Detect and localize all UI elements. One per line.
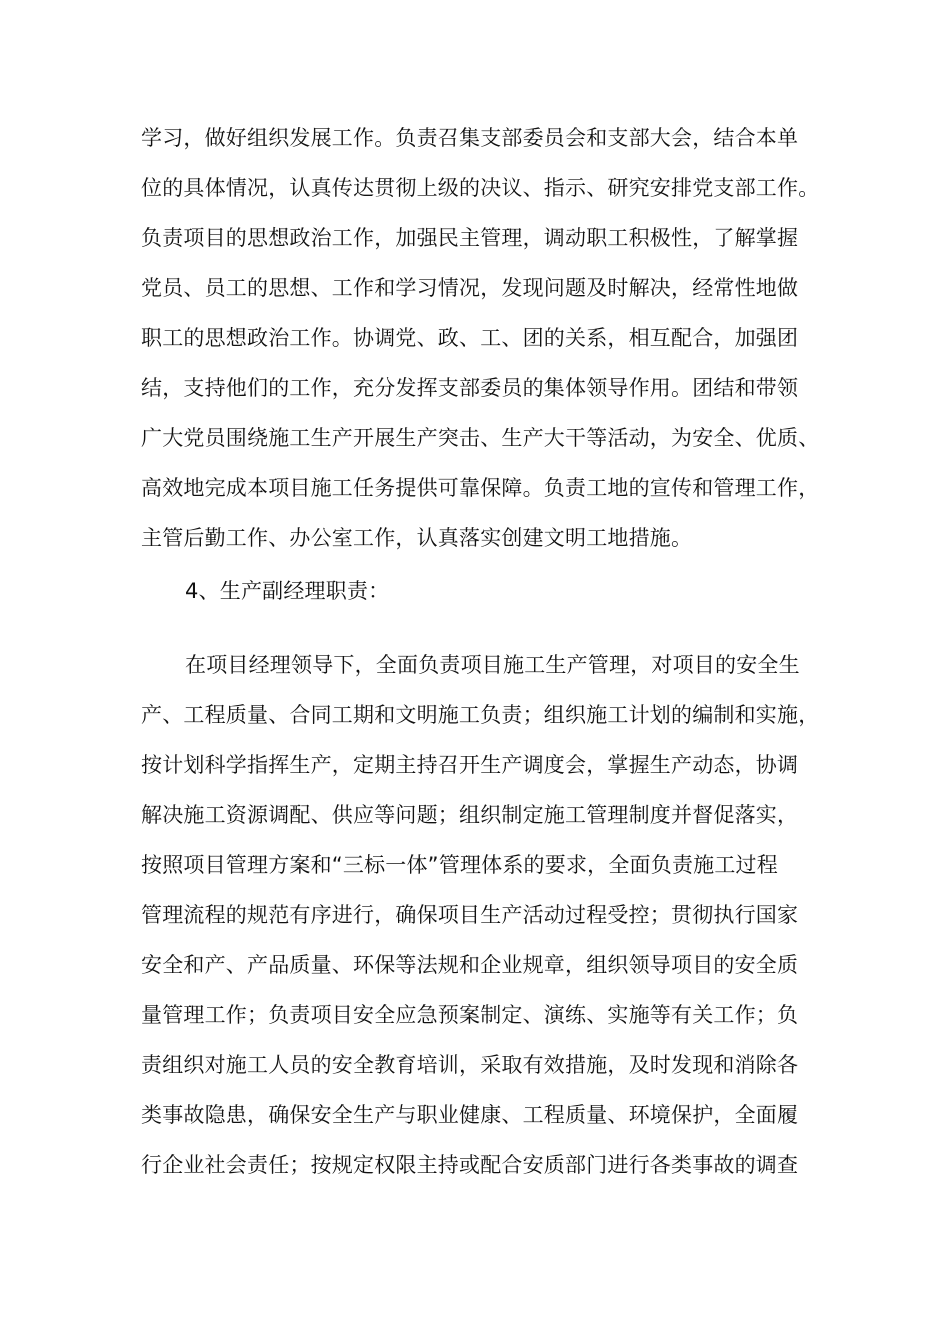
- text-line: 量管理工作；负责项目安全应急预案制定、演练、实施等有关工作；负: [141, 1003, 799, 1027]
- text-line: 管理流程的规范有序进行，确保项目生产活动过程受控；贯彻执行国家: [141, 903, 799, 927]
- text-line: 在项目经理领导下，全面负责项目施工生产管理，对项目的安全生: [185, 653, 800, 677]
- text-line: 按照项目管理方案和“三标一体”管理体系的要求，全面负责施工过程: [141, 853, 778, 877]
- text-line: 位的具体情况，认真传达贯彻上级的决议、指示、研究安排党支部工作。: [141, 176, 820, 200]
- text-line: 结，支持他们的工作，充分发挥支部委员的集体领导作用。团结和带领: [141, 376, 799, 400]
- text-line: 负责项目的思想政治工作，加强民主管理，调动职工积极性，了解掌握: [141, 226, 799, 250]
- text-line: 产、工程质量、合同工期和文明施工负责；组织施工计划的编制和实施，: [141, 703, 820, 727]
- text-line: 高效地完成本项目施工任务提供可靠保障。负责工地的宣传和管理工作，: [141, 476, 820, 500]
- paragraph-production-manager-duties: [141, 640, 831, 1190]
- text-line: 职工的思想政治工作。协调党、政、工、团的关系，相互配合，加强团: [141, 326, 799, 350]
- text-line: 安全和产、产品质量、环保等法规和企业规章，组织领导项目的安全质: [141, 953, 799, 977]
- text-line: 类事故隐患，确保安全生产与职业健康、工程质量、环境保护，全面履: [141, 1103, 799, 1127]
- text-line: 行企业社会责任；按规定权限主持或配合安质部门进行各类事故的调查: [141, 1153, 799, 1177]
- text-line: 按计划科学指挥生产，定期主持召开生产调度会，掌握生产动态，协调: [141, 753, 799, 777]
- text-line: 主管后勤工作、办公室工作，认真落实创建文明工地措施。: [141, 526, 693, 550]
- text-line: 责组织对施工人员的安全教育培训，采取有效措施，及时发现和消除各: [141, 1053, 799, 1077]
- paragraph-party-duties: [141, 113, 831, 563]
- text-line: 学习，做好组织发展工作。负责召集支部委员会和支部大会，结合本单: [141, 126, 799, 150]
- text-line: 党员、员工的思想、工作和学习情况，发现问题及时解决，经常性地做: [141, 276, 799, 300]
- text-line: 广大党员围绕施工生产开展生产突击、生产大干等活动，为安全、优质、: [141, 426, 820, 450]
- text-line: 解决施工资源调配、供应等问题；组织制定施工管理制度并督促落实，: [141, 803, 799, 827]
- section-heading-text: 4、生产副经理职责：: [185, 579, 390, 603]
- section-heading: [141, 566, 831, 616]
